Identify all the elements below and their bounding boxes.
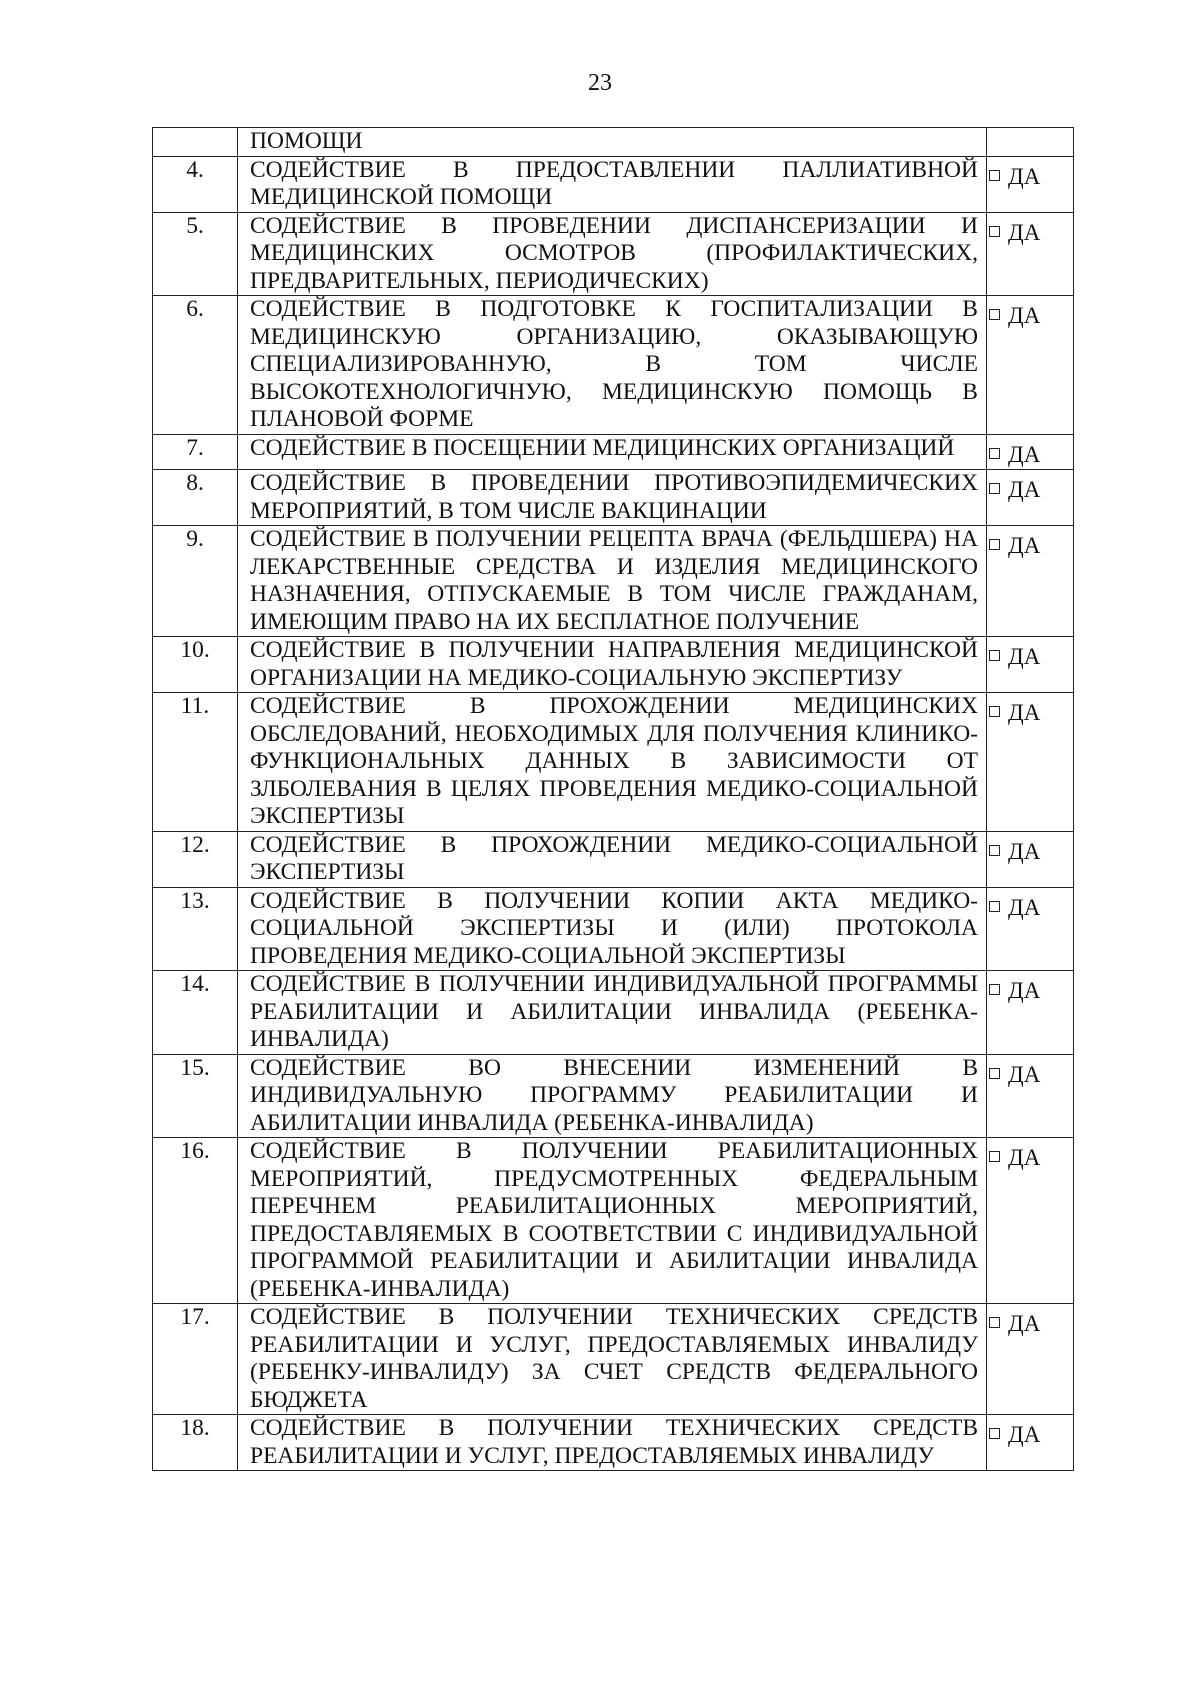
- row-description-cell: [238, 1304, 987, 1415]
- row-mark-cell: [987, 128, 1074, 157]
- mark-label: ДА: [1008, 163, 1041, 189]
- table-row: [153, 1415, 1074, 1471]
- row-description: СОДЕЙСТВИЕ В ПОЛУЧЕНИИ ТЕХНИЧЕСКИХ СРЕДСТВ РЕАБИЛИТАЦИИ И УСЛУГ, ПРЕДОСТАВЛЯЕМЫХ ИНВАЛИДУ (РЕБЕНКУ-ИНВАЛИДУ) ЗА СЧЕТ СРЕДСТВ ФЕДЕРАЛЬНОГО БЮДЖЕТА: [250, 1304, 978, 1413]
- row-description-cell: [238, 212, 987, 296]
- row-description-cell: [238, 1054, 987, 1138]
- row-number: 18.: [153, 1415, 238, 1471]
- mark-label: ДА: [1008, 1422, 1041, 1447]
- table-row: [153, 693, 1074, 832]
- table-row: [153, 1138, 1074, 1304]
- row-description-cell: [238, 156, 987, 212]
- row-description-cell: [238, 971, 987, 1055]
- row-number: 17.: [153, 1304, 238, 1415]
- table-row: [153, 1304, 1074, 1415]
- row-description: СОДЕЙСТВИЕ В ПОСЕЩЕНИИ МЕДИЦИНСКИХ ОРГАНИЗАЦИЙ: [250, 434, 955, 461]
- row-mark-cell: [987, 1304, 1074, 1415]
- row-description: ПОМОЩИ: [250, 128, 363, 154]
- row-mark-cell: [987, 156, 1074, 212]
- mark-label: ДА: [1008, 644, 1041, 669]
- row-mark-cell: [987, 1138, 1074, 1304]
- row-number: 12.: [153, 831, 238, 887]
- row-description-cell: [238, 296, 987, 435]
- row-mark-cell: [987, 887, 1074, 971]
- mark-label: ДА: [1008, 477, 1041, 502]
- mark-label: ДА: [1008, 1311, 1041, 1336]
- table-row: [153, 1054, 1074, 1138]
- mark-label: ДА: [1008, 219, 1041, 245]
- table-row: [153, 470, 1074, 526]
- row-description: СОДЕЙСТВИЕ В ПРЕДОСТАВЛЕНИИ ПАЛЛИАТИВНОЙ МЕДИЦИНСКОЙ ПОМОЩИ: [250, 156, 978, 210]
- table-row: [153, 156, 1074, 212]
- row-description: СОДЕЙСТВИЕ В ПРОХОЖДЕНИИ МЕДИЦИНСКИХ ОБСЛЕДОВАНИЙ, НЕОБХОДИМЫХ ДЛЯ ПОЛУЧЕНИЯ КЛИНИКО-ФУНКЦИОНАЛЬНЫХ ДАННЫХ В ЗАВИСИМОСТИ ОТ ЗЛБОЛЕВАНИЯ В ЦЕЛЯХ ПРОВЕДЕНИЯ МЕДИКО-СОЦИАЛЬНОЙ ЭКСПЕРТИЗЫ: [250, 693, 978, 829]
- row-description: СОДЕЙСТВИЕ ВО ВНЕСЕНИИ ИЗМЕНЕНИЙ В ИНДИВИДУАЛЬНУЮ ПРОГРАММУ РЕАБИЛИТАЦИИ И АБИЛИТАЦИИ ИНВАЛИДА (РЕБЕНКА-ИНВАЛИДА): [250, 1054, 978, 1136]
- row-description: СОДЕЙСТВИЕ В ПОЛУЧЕНИИ ИНДИВИДУАЛЬНОЙ ПРОГРАММЫ РЕАБИЛИТАЦИИ И АБИЛИТАЦИИ ИНВАЛИДА (РЕБЕНКА-ИНВАЛИДА): [250, 971, 978, 1052]
- checkbox-icon[interactable]: [989, 1068, 1000, 1079]
- row-description-cell: [238, 470, 987, 526]
- mark-label: ДА: [1008, 303, 1041, 328]
- row-number: 5.: [153, 212, 238, 296]
- row-mark-cell: [987, 470, 1074, 526]
- checkbox-icon[interactable]: [989, 483, 1000, 494]
- checkbox-icon[interactable]: [989, 448, 1000, 459]
- services-table-body: [153, 128, 1074, 1471]
- row-description: СОДЕЙСТВИЕ В ПОЛУЧЕНИИ РЕАБИЛИТАЦИОННЫХ МЕРОПРИЯТИЙ, ПРЕДУСМОТРЕННЫХ ФЕДЕРАЛЬНЫМ ПЕРЕЧНЕМ РЕАБИЛИТАЦИОННЫХ МЕРОПРИЯТИЙ, ПРЕДОСТАВЛЯЕМЫХ В СООТВЕТСТВИИ С ИНДИВИДУАЛЬНОЙ ПРОГРАММОЙ РЕАБИЛИТАЦИИ И АБИЛИТАЦИИ ИНВАЛИДА (РЕБЕНКА-ИНВАЛИДА): [250, 1138, 978, 1302]
- mark-label: ДА: [1008, 978, 1041, 1003]
- row-description-cell: [238, 693, 987, 832]
- row-mark-cell: [987, 1415, 1074, 1471]
- row-number: 4.: [153, 156, 238, 212]
- checkbox-icon[interactable]: [989, 1317, 1000, 1328]
- row-description-cell: [238, 434, 987, 470]
- row-mark-cell: [987, 212, 1074, 296]
- checkbox-icon[interactable]: [989, 845, 1000, 856]
- row-mark-cell: [987, 526, 1074, 637]
- row-mark-cell: [987, 831, 1074, 887]
- table-row: [153, 434, 1074, 470]
- row-description: СОДЕЙСТВИЕ В ПОДГОТОВКЕ К ГОСПИТАЛИЗАЦИИ В МЕДИЦИНСКУЮ ОРГАНИЗАЦИЮ, ОКАЗЫВАЮЩУЮ СПЕЦИАЛИЗИРОВАННУЮ, В ТОМ ЧИСЛЕ ВЫСОКОТЕХНОЛОГИЧНУЮ, МЕДИЦИНСКУЮ ПОМОЩЬ В ПЛАНОВОЙ ФОРМЕ: [250, 296, 978, 432]
- row-number: 15.: [153, 1054, 238, 1138]
- row-mark-cell: [987, 637, 1074, 693]
- row-description: СОДЕЙСТВИЕ В ПРОВЕДЕНИИ ПРОТИВОЭПИДЕМИЧЕСКИХ МЕРОПРИЯТИЙ, В ТОМ ЧИСЛЕ ВАКЦИНАЦИИ: [250, 470, 978, 524]
- row-number: 13.: [153, 887, 238, 971]
- checkbox-icon[interactable]: [989, 226, 1000, 237]
- row-number: 10.: [153, 637, 238, 693]
- checkbox-icon[interactable]: [989, 984, 1000, 995]
- mark-label: ДА: [1008, 1061, 1041, 1087]
- row-number: 8.: [153, 470, 238, 526]
- row-description-cell: [238, 526, 987, 637]
- row-description: СОДЕЙСТВИЕ В ПОЛУЧЕНИИ ТЕХНИЧЕСКИХ СРЕДСТВ РЕАБИЛИТАЦИИ И УСЛУГ, ПРЕДОСТАВЛЯЕМЫХ ИНВАЛИДУ: [250, 1415, 978, 1469]
- row-number: 9.: [153, 526, 238, 637]
- page-number: 23: [588, 70, 612, 96]
- checkbox-icon[interactable]: [989, 1428, 1000, 1439]
- row-description-cell: [238, 637, 987, 693]
- mark-label: ДА: [1008, 533, 1041, 558]
- table-row: [153, 831, 1074, 887]
- mark-label: ДА: [1008, 700, 1041, 725]
- checkbox-icon[interactable]: [989, 901, 1000, 912]
- row-description: СОДЕЙСТВИЕ В ПОЛУЧЕНИИ КОПИИ АКТА МЕДИКО-СОЦИАЛЬНОЙ ЭКСПЕРТИЗЫ И (ИЛИ) ПРОТОКОЛА ПРОВЕДЕНИЯ МЕДИКО-СОЦИАЛЬНОЙ ЭКСПЕРТИЗЫ: [250, 887, 978, 969]
- table-row: [153, 887, 1074, 971]
- row-description-cell: [238, 831, 987, 887]
- row-description-cell: [238, 128, 987, 157]
- row-number: [153, 128, 238, 157]
- row-mark-cell: [987, 693, 1074, 832]
- checkbox-icon[interactable]: [989, 309, 1000, 320]
- table-row: [153, 971, 1074, 1055]
- row-description-cell: [238, 1138, 987, 1304]
- mark-label: ДА: [1008, 894, 1041, 920]
- table-row: [153, 212, 1074, 296]
- row-number: 6.: [153, 296, 238, 435]
- row-description: СОДЕЙСТВИЕ В ПРОХОЖДЕНИИ МЕДИКО-СОЦИАЛЬНОЙ ЭКСПЕРТИЗЫ: [250, 831, 978, 885]
- mark-label: ДА: [1008, 838, 1041, 864]
- row-mark-cell: [987, 1054, 1074, 1138]
- row-description: СОДЕЙСТВИЕ В ПОЛУЧЕНИИ РЕЦЕПТА ВРАЧА (ФЕЛЬДШЕРА) НА ЛЕКАРСТВЕННЫЕ СРЕДСТВА И ИЗДЕЛИЯ МЕДИЦИНСКОГО НАЗНАЧЕНИЯ, ОТПУСКАЕМЫЕ В ТОМ ЧИСЛЕ ГРАЖДАНАМ, ИМЕЮЩИМ ПРАВО НА ИХ БЕСПЛАТНОЕ ПОЛУЧЕНИЕ: [250, 526, 978, 635]
- row-mark-cell: [987, 296, 1074, 435]
- row-mark-cell: [987, 971, 1074, 1055]
- checkbox-icon[interactable]: [989, 706, 1000, 717]
- row-number: 14.: [153, 971, 238, 1055]
- checkbox-icon[interactable]: [989, 539, 1000, 550]
- services-table: [152, 127, 1074, 1471]
- row-description-cell: [238, 887, 987, 971]
- row-number: 7.: [153, 434, 238, 470]
- table-row: [153, 128, 1074, 157]
- row-mark-cell: [987, 434, 1074, 470]
- row-description-cell: [238, 1415, 987, 1471]
- row-description: СОДЕЙСТВИЕ В ПОЛУЧЕНИИ НАПРАВЛЕНИЯ МЕДИЦИНСКОЙ ОРГАНИЗАЦИИ НА МЕДИКО-СОЦИАЛЬНУЮ ЭКСПЕРТИЗУ: [250, 637, 978, 691]
- checkbox-icon[interactable]: [989, 650, 1000, 661]
- checkbox-icon[interactable]: [989, 1151, 1000, 1162]
- table-row: [153, 296, 1074, 435]
- row-number: 11.: [153, 693, 238, 832]
- mark-label: ДА: [1008, 1145, 1041, 1170]
- mark-label: ДА: [1008, 441, 1041, 467]
- table-row: [153, 637, 1074, 693]
- table-row: [153, 526, 1074, 637]
- checkbox-icon[interactable]: [989, 170, 1000, 181]
- row-number: 16.: [153, 1138, 238, 1304]
- row-description: СОДЕЙСТВИЕ В ПРОВЕДЕНИИ ДИСПАНСЕРИЗАЦИИ И МЕДИЦИНСКИХ ОСМОТРОВ (ПРОФИЛАКТИЧЕСКИХ, ПРЕДВАРИТЕЛЬНЫХ, ПЕРИОДИЧЕСКИХ): [250, 212, 978, 294]
